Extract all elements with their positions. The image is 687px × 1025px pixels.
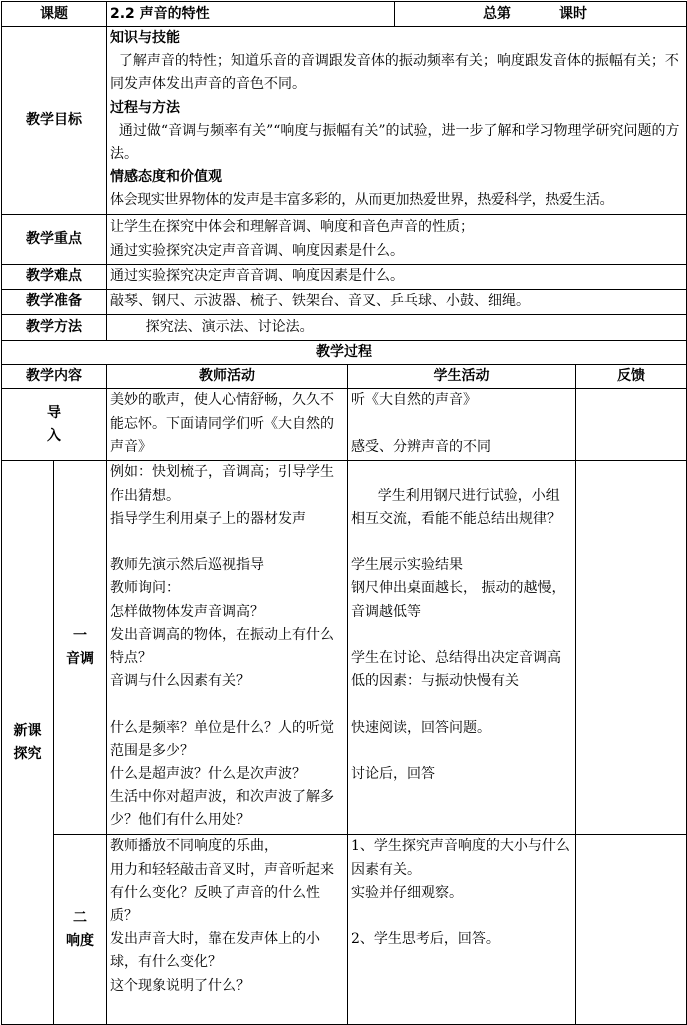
preparation-row — [2, 290, 687, 315]
methods-row — [2, 315, 687, 341]
intro-student: 听《大自然的声音》 感受、分辨声音的不同 — [348, 389, 576, 461]
column-feedback: 反馈 — [576, 365, 687, 389]
header-row — [2, 2, 687, 27]
pitch-label-1: 一 — [73, 627, 87, 644]
process-title: 教学过程 — [2, 341, 687, 365]
new-lesson-label-2: 探究 — [13, 745, 42, 762]
pitch-student: 学生利用钢尺进行试验，小组相互交流，看能不能总结出规律？ 学生展示实验结果 钢尺伸出桌面越长， 振动的越慢，音调越低等 学生在讨论、总结得出决定音调高低的因素：与振动快慢有关 快速阅读，回答问题。 讨论后，回答 — [348, 461, 576, 835]
pitch-teacher: 例如：快划梳子，音调高；引导学生作出猜想。 指导学生利用桌子上的器材发声 教师先演示然后巡视指导 教师询问： 怎样做物体发声音调高？ 发出音调高的物体，在振动上有什么特点？ 音调与什么因素有关？ 什么是频率？单位是什么？人的听觉范围是多少？ 什么是超声波？什么是次声波？ 生活中你对超声波，和次声波了解多少？他们有什么用处？ — [107, 461, 348, 835]
preparation-label: 教学准备 — [2, 290, 107, 315]
loudness-label — [54, 835, 107, 1025]
emotion-text: 体会现实世界物体的发声是丰富多彩的，从而更加热爱世界，热爱科学，热爱生活。 — [110, 192, 614, 209]
pitch-row — [2, 461, 687, 835]
loudness-teacher: 教师播放不同响度的乐曲， 用力和轻轻敲击音叉时，声音听起来有什么变化？反映了声音的什么性质？ 发出声音大时，靠在发声体上的小球，有什么变化？ 这个现象说明了什么？ — [107, 835, 348, 1025]
column-content: 教学内容 — [2, 365, 107, 389]
pitch-label-2: 音调 — [66, 650, 94, 667]
intro-label-2: 入 — [47, 427, 61, 444]
column-student: 学生活动 — [348, 365, 576, 389]
topic-label: 课题 — [2, 2, 107, 27]
intro-teacher: 美妙的歌声，使人心情舒畅，久久不能忘怀。下面请同学们听《大自然的声音》 — [107, 389, 348, 461]
total-hours-cell — [395, 2, 687, 27]
knowledge-text: 了解声音的特性；知道乐音的音调跟发音体的振动频率有关；响度跟发音体的振幅有关；不同发声体发出声音的音色不同。 — [110, 53, 679, 93]
objectives-label: 教学目标 — [2, 27, 107, 215]
new-lesson-label — [2, 461, 54, 1025]
intro-feedback — [576, 389, 687, 461]
key-points-row — [2, 215, 687, 265]
pitch-feedback — [576, 461, 687, 835]
difficulties-text: 通过实验探究决定声音音调、响度因素是什么。 — [107, 265, 687, 290]
process-title-row — [2, 341, 687, 365]
hour-label: 课时 — [559, 6, 587, 22]
intro-label-1: 导 — [47, 404, 61, 421]
key-points-label: 教学重点 — [2, 215, 107, 265]
difficulties-label: 教学难点 — [2, 265, 107, 290]
knowledge-title: 知识与技能 — [110, 30, 180, 46]
loudness-label-1: 二 — [73, 909, 87, 926]
topic-value: 2.2 声音的特性 — [107, 2, 395, 27]
pitch-label — [54, 461, 107, 835]
key-points-text: 让学生在探究中体会和理解音调、响度和音色声音的性质； 通过实验探究决定声音音调、响度因素是什么。 — [107, 215, 687, 265]
objectives-row — [2, 27, 687, 215]
intro-row — [2, 389, 687, 461]
column-teacher: 教师活动 — [107, 365, 348, 389]
objectives-content — [107, 27, 687, 215]
new-lesson-label-1: 新课 — [13, 722, 42, 739]
intro-label — [2, 389, 107, 461]
difficulties-row — [2, 265, 687, 290]
method-text: 通过做“音调与频率有关”“响度与振幅有关”的试验，进一步了解和学习物理学研究问题的方法。 — [110, 122, 680, 163]
lesson-plan-table — [1, 1, 687, 1025]
methods-label: 教学方法 — [2, 315, 107, 341]
loudness-feedback — [576, 835, 687, 1025]
emotion-title: 情感态度和价值观 — [110, 169, 222, 186]
preparation-text: 敲琴、钢尺、示波器、梳子、铁架台、音叉、乒乓球、小鼓、细绳。 — [107, 290, 687, 315]
loudness-label-2: 响度 — [66, 932, 94, 949]
methods-text: 探究法、演示法、讨论法。 — [107, 315, 687, 341]
loudness-student: 1、学生探究声音响度的大小与什么因素有关。 实验并仔细观察。 2、学生思考后，回答。 — [348, 835, 576, 1025]
loudness-row — [2, 835, 687, 1025]
method-title: 过程与方法 — [110, 99, 180, 116]
process-columns-row — [2, 365, 687, 389]
total-label: 总第 — [483, 6, 511, 22]
